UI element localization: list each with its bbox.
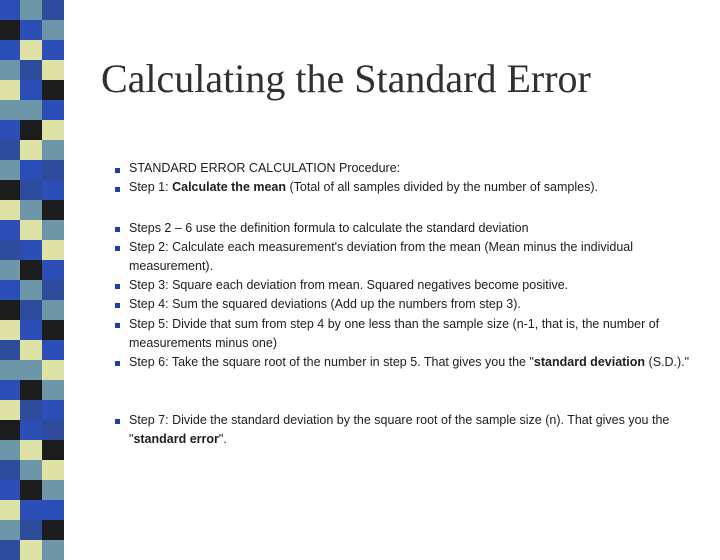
list-item xyxy=(129,411,699,449)
list-item xyxy=(129,238,699,276)
bullet-marker-icon xyxy=(115,419,120,424)
item-text: Step 1: xyxy=(129,180,173,194)
item-text: (Total of all samples divided by the number of samples). xyxy=(286,180,598,194)
bullet-marker-icon xyxy=(115,303,120,308)
bullet-marker-icon xyxy=(115,246,120,251)
bullet-marker-icon xyxy=(115,284,120,289)
stripe-segment xyxy=(42,540,64,560)
bullet-marker-icon xyxy=(115,361,120,366)
item-text: ". xyxy=(218,432,227,446)
item-text: Step 2: Calculate each measurement's deviation from the mean (Mean minus the individual measurement). xyxy=(129,240,634,273)
slide-title: Calculating the Standard Error xyxy=(101,56,591,101)
item-text: Steps 2 – 6 use the definition formula to calculate the standard deviation xyxy=(129,221,529,235)
item-text: Step 3: Square each deviation from mean. Squared negatives become positive. xyxy=(129,278,569,292)
list-item xyxy=(129,159,699,178)
item-text: (S.D.)." xyxy=(645,355,690,369)
list-item xyxy=(129,178,699,197)
stripe-segment xyxy=(20,540,42,560)
bullet-marker-icon xyxy=(115,168,120,173)
list-item xyxy=(129,219,699,238)
list-item xyxy=(129,353,699,372)
list-item xyxy=(129,276,699,295)
bullet-marker-icon xyxy=(115,187,120,192)
list-item xyxy=(129,315,699,353)
item-text: Step 5: Divide that sum from step 4 by one less than the sample size (n-1, that is, the number of measurements minus one) xyxy=(129,317,660,350)
item-text: Step 4: Sum the squared deviations (Add up the numbers from step 3). xyxy=(129,297,521,311)
item-text: Step 7: Divide the standard deviation by the square root of the sample size (n). That gives you the " xyxy=(129,413,670,446)
stripe-segment xyxy=(0,540,20,560)
item-text: Step 6: Take the square root of the number in step 5. That gives you the " xyxy=(129,355,534,369)
item-bold-text: standard error xyxy=(133,432,219,446)
item-bold-text: Calculate the mean xyxy=(172,180,287,194)
list-item xyxy=(129,295,699,314)
bullet-marker-icon xyxy=(115,323,120,328)
item-text: STANDARD ERROR CALCULATION Procedure: xyxy=(129,161,401,175)
item-bold-text: standard deviation xyxy=(533,355,646,369)
bullet-marker-icon xyxy=(115,227,120,232)
